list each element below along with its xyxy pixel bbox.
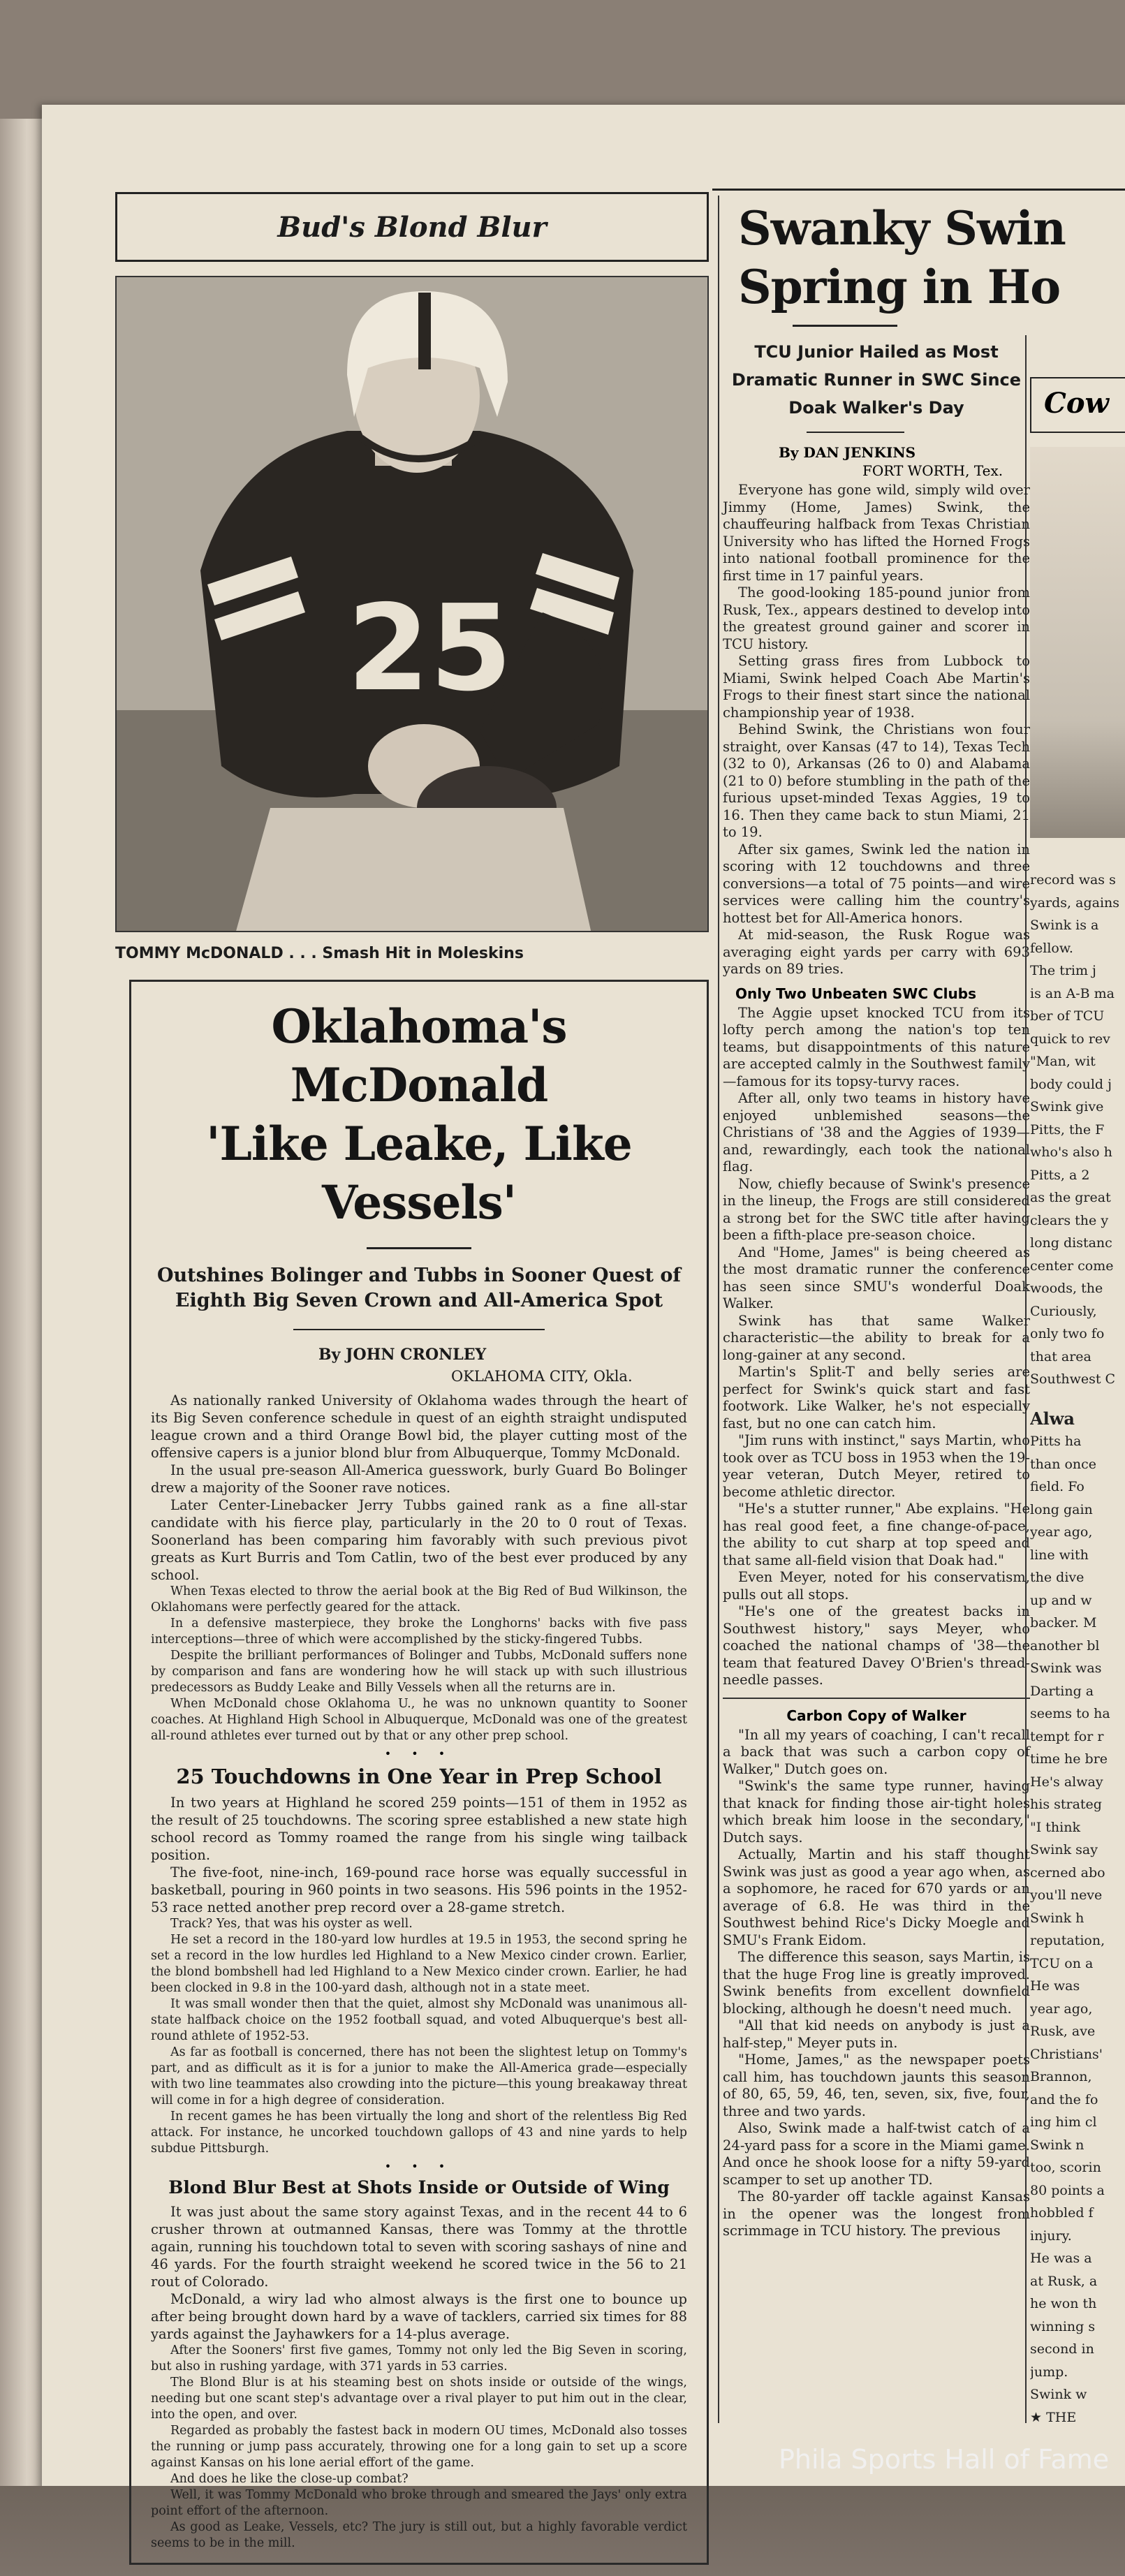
- right-text-line: Rusk, ave: [1030, 2024, 1096, 2039]
- headline-line-1: Swanky Swin: [738, 201, 1066, 256]
- right-text-line: long gain: [1030, 1501, 1093, 1517]
- paragraph: The Blond Blur is at his steaming best on shots inside or outside of the wings, needing but one scant step's advantage over a rival player to put him out in the clear, into the open, and over.: [151, 2376, 687, 2422]
- right-text-lines: [1030, 871, 1125, 2426]
- paragraph: In the usual pre-season All-America guesswork, burly Guard Bo Bolinger drew a majority of the Sooner rave notices.: [151, 1462, 687, 1496]
- right-text-line: Pitts, a 2: [1030, 1167, 1090, 1183]
- right-text-line: and the fo: [1030, 2091, 1098, 2107]
- paragraph: The difference this season, says Martin, is that the huge Frog line is greatly improved. Swink benefits from excellent downfield blocking, although he doesn't need much.: [723, 1949, 1030, 2017]
- right-text-line: time he bre: [1030, 1751, 1108, 1767]
- right-text-line: up and w: [1030, 1592, 1092, 1608]
- right-text-line: Christians': [1030, 2046, 1103, 2062]
- dateline: OKLAHOMA CITY, Okla.: [451, 1368, 633, 1385]
- paragraph: As good as Leake, Vessels, etc? The jury is still out, but a highly favorable verdict seems to be in the mill.: [151, 2520, 687, 2550]
- paragraph: Actually, Martin and his staff thought Swink was just as good a year ago when, as a sophomore, he raced for 670 yards or an average of 6.8. He was third in the Southwest behind Rice's Dicky Moegle and SMU's Frank Eidom.: [723, 1846, 1030, 1948]
- paragraph: And "Home, James" is being cheered as the most dramatic runner the conference has seen since SMU's wonderful Doak Walker.: [723, 1244, 1030, 1311]
- right-text-line: field. Fo: [1030, 1479, 1084, 1494]
- paragraph: Setting grass fires from Lubbock to Miami, Swink helped Coach Abe Martin's Frogs to their finest start since the national championship year of 1938.: [723, 653, 1030, 721]
- paragraph: The good-looking 185-pound junior from Rusk, Tex., appears destined to develop into the greatest ground gainer and scorer in TCU history.: [723, 584, 1030, 652]
- paragraph: In two years at Highland he scored 259 points—151 of them in 1952 as the result of 25 touchdowns. The scoring spree established a new state high school record as Tommy roamed the range from his single wing tailback position.: [151, 1795, 687, 1863]
- right-text-line: you'll neve: [1030, 1887, 1103, 1903]
- paragraph: When McDonald chose Oklahoma U., he was no unknown quantity to Sooner coaches. At Highland High School in Albuquerque, McDonald was one of the greatest all-round athletes ever turned out by that or any other prep school.: [151, 1697, 687, 1743]
- paragraph: Behind Swink, the Christians won four straight, over Kansas (47 to 14), Texas Tech (32 to 0), Arkansas (26 to 0) and Alabama (21 to 0) before stumbling in the path of the furious upset-minded Texas Aggies, 19 to 16. Then they came back to stun Miami, 21 to 19.: [723, 721, 1030, 840]
- right-text-line: He was a: [1030, 2251, 1092, 2266]
- paragraph: The Aggie upset knocked TCU from its lofty perch among the nation's top ten teams, but disappointments of this nature are accepted calmly in the Southwest family—famous for its topsy-turvy races.: [723, 1004, 1030, 1089]
- right-text-line: the dive: [1030, 1570, 1084, 1585]
- paragraph: The 80-yarder off tackle against Kansas in the opener was the longest from scrimmage in TCU history. The previous: [723, 2188, 1030, 2239]
- paragraph: After the Sooners' first five games, Tommy not only led the Big Seven in scoring, but also in rushing yardage, with 371 yards in 53 carries.: [151, 2343, 687, 2373]
- paragraph: Everyone has gone wild, simply wild over Jimmy (Home, James) Swink, the chauffeuring halfback from Texas Christian University who has lifted the Horned Frogs into national football prominence for the first time in 17 painful years.: [723, 482, 1030, 584]
- subhead: 25 Touchdowns in One Year in Prep School: [176, 1765, 662, 1788]
- right-text-line: fellow.: [1030, 940, 1073, 956]
- right-text-line: that area: [1030, 1348, 1091, 1364]
- paragraph: And does he like the close-up combat?: [170, 2472, 409, 2486]
- headline-line-2: 'Like Leake, Like Vessels': [206, 1117, 632, 1230]
- right-text-line: record was s: [1030, 872, 1116, 888]
- right-text-line: at Rusk, a: [1030, 2273, 1098, 2289]
- subhead: Carbon Copy of Walker: [786, 1707, 966, 1724]
- right-text-line: yards, agains: [1030, 895, 1120, 911]
- right-text-line: seems to ha: [1030, 1706, 1110, 1721]
- right-text-line: as the great: [1030, 1190, 1111, 1205]
- right-text-line: Alwa: [1030, 1408, 1075, 1429]
- paragraph: As far as football is concerned, there has not been the slightest letup on Tommy's part, and as difficult as it is for a junior to make the All-America grade—especially with two line teammates also crowding into the picture—this young breakaway threat will come in for a high degree of consideration.: [151, 2045, 687, 2107]
- paragraph: It was small wonder then that the quiet, almost shy McDonald was unanimous all-state halfback choice on the 1952 football squad, and voted Albuquerque's best all-round athlete of 1952-53.: [151, 1997, 687, 2043]
- right-text-line: "Man, wit: [1030, 1054, 1096, 1069]
- byline: By DAN JENKINS: [779, 444, 916, 461]
- right-text-line: He's alway: [1030, 1774, 1103, 1790]
- right-text-line: long distanc: [1030, 1235, 1112, 1251]
- column-rule: [718, 196, 719, 2423]
- story-body-part-2: [723, 1005, 1030, 1689]
- right-text-line: Swink is a: [1030, 918, 1099, 933]
- right-text-line: Pitts, the F: [1030, 1121, 1105, 1138]
- right-text-line: reputation,: [1030, 1933, 1105, 1948]
- story-deck: Outshines Bolinger and Tubbs in Sooner Quest of Eighth Big Seven Crown and All-America Spot: [156, 1265, 682, 1311]
- right-text-line: Swink say: [1030, 1842, 1098, 1857]
- right-text-line: injury.: [1030, 2228, 1072, 2244]
- story-body-part-3: [723, 1727, 1030, 2240]
- right-text-line: he won th: [1030, 2296, 1097, 2311]
- player-photo-illustration: [117, 277, 709, 932]
- right-text-line: only two fo: [1030, 1326, 1105, 1341]
- right-text-line: Swink give: [1030, 1099, 1104, 1114]
- mcdonald-story: [129, 980, 709, 2565]
- right-photo: [1030, 447, 1125, 838]
- story-headline: [151, 997, 687, 1232]
- right-photo-area: [1030, 447, 1125, 866]
- paragraph: Well, it was Tommy McDonald who broke through and smeared the Jays' only extra point effort of the afternoon.: [151, 2488, 687, 2518]
- right-text-line: Southwest C: [1030, 1371, 1116, 1387]
- dateline: FORT WORTH, Tex.: [862, 462, 1003, 479]
- right-text-line: too, scorin: [1030, 2160, 1101, 2175]
- right-text-line: Swink was: [1030, 1661, 1102, 1676]
- watermark: Phila Sports Hall of Fame: [779, 2444, 1110, 2475]
- right-column-cropped: [1030, 377, 1125, 2426]
- right-text-line: year ago,: [1030, 2001, 1093, 2017]
- subhead: Blond Blur Best at Shots Inside or Outside of Wing: [168, 2177, 670, 2198]
- right-text-line: center come: [1030, 1258, 1114, 1274]
- subhead: Only Two Unbeaten SWC Clubs: [735, 985, 976, 1002]
- paragraph: It was just about the same story against Texas, and in the recent 44 to 6 crusher thrown at outmanned Kansas, there was Tommy at the throttle again, running his touchdown total to seven with scoring sashays of nine and 46 yards. For the fourth straight weekend he scored twice in the 56 to 21 rout of Colorado.: [151, 2204, 687, 2290]
- photo-title-box: Bud's Blond Blur: [115, 192, 709, 262]
- right-text-line: Swink n: [1030, 2137, 1084, 2153]
- story-body-part-2: [151, 1794, 687, 2157]
- left-column: [115, 192, 709, 2550]
- right-text-line: Swink w: [1030, 2387, 1087, 2402]
- right-text-line: [1030, 1394, 1125, 1401]
- right-text-line: winning s: [1030, 2318, 1096, 2334]
- player-photo: [115, 276, 709, 932]
- right-text-line: Darting a: [1030, 1683, 1094, 1699]
- deck-rule: [807, 432, 904, 433]
- right-text-line: second in: [1030, 2341, 1094, 2357]
- paragraph: "He's one of the greatest backs in Southwest history," says Meyer, who coached the national champs of '38—the team that featured Davey O'Brien's thread-needle passes.: [723, 1603, 1030, 1688]
- section-divider: [723, 1698, 1030, 1699]
- right-text-line: than once: [1030, 1456, 1097, 1472]
- paragraph: "All that kid needs on anybody is just a half-step," Meyer puts in.: [723, 2017, 1030, 2051]
- jersey-number: 25: [347, 580, 513, 718]
- paragraph: After all, only two teams in history have enjoyed unblemished seasons—the Christians of '38 and the Aggies of 1939—and, rewardingly, each took the national flag.: [723, 1090, 1030, 1175]
- paragraph: "In all my years of coaching, I can't recall a back that was such a carbon copy of Walker," Dutch goes on.: [723, 1726, 1030, 1777]
- paragraph: As nationally ranked University of Oklahoma wades through the heart of its Big Seven conference schedule in quest of an eighth straight undisputed league crown and a third Orange Bowl bid, the player cutting most of the offensive capers is a junior blond blur from Albuquerque, Tommy McDonald.: [151, 1392, 687, 1461]
- story-deck: TCU Junior Hailed as Most Dramatic Runner in SWC Since Doak Walker's Day: [731, 342, 1022, 418]
- right-text-line: year ago,: [1030, 1524, 1093, 1540]
- paragraph: Martin's Split-T and belly series are perfect for Swink's quick start and fast footwork. Like Walker, he's not especially fast, but no one can catch him.: [723, 1364, 1030, 1431]
- right-text-line: cerned abo: [1030, 1864, 1105, 1881]
- story-body-part-3: [151, 2203, 687, 2552]
- right-text-line: body could j: [1030, 1076, 1112, 1092]
- paragraph: Now, chiefly because of Swink's presence in the lineup, the Frogs are still considered a strong bet for the SWC title after having been a fifth-place pre-season choice.: [723, 1175, 1030, 1243]
- paragraph: Despite the brilliant performances of Bolinger and Tubbs, McDonald suffers none by comparison and fans are wondering how he will stack up with such illustrious predecessors as Buddy Leake and Billy Vessels when all the returns are in.: [151, 1649, 687, 1695]
- right-title-box: Cow: [1030, 377, 1125, 433]
- right-text-line: The trim j: [1030, 963, 1096, 978]
- photo-caption: TOMMY McDONALD . . . Smash Hit in Moleskins: [115, 945, 524, 962]
- right-text-line: quick to rev: [1030, 1031, 1110, 1047]
- right-text-line: Brannon,: [1030, 2069, 1092, 2084]
- right-text-line: "I think: [1030, 1819, 1080, 1835]
- paragraph: "He's a stutter runner," Abe explains. "He has real good feet, a fine change-of-pace, the ability to cut sharp at top speed and that same all-field vision that Doak had.": [723, 1501, 1030, 1568]
- right-text-line: ber of TCU: [1030, 1008, 1105, 1024]
- right-text-line: ★ THE: [1030, 2409, 1077, 2425]
- story-body-part-1: [723, 482, 1030, 978]
- byline: By JOHN CRONLEY: [318, 1346, 487, 1364]
- section-stars: • • •: [384, 1747, 454, 1760]
- paragraph: McDonald, a wiry lad who almost always is the first one to bounce up after being brought down hard by a wave of tacklers, carried six times for 88 yards against the Jayhawkers for a 14-plus average.: [151, 2291, 687, 2342]
- paragraph: He set a record in the 180-yard low hurdles at 19.5 in 1953, the second spring he set a record in the low hurdles led Highland to a New Mexico cinder crown. Earlier, the blond bombshell had led Highland to a New Mexico cinder crown. Earlier, he had been clocked in 9.8 in the 100-yard dash, although not in a state meet.: [151, 1933, 687, 1995]
- paragraph: The five-foot, nine-inch, 169-pound race horse was equally successful in basketball, pouring in 960 points in two seasons. His 596 points in the 1952-53 race netted another prep record over a 28-game stretch.: [151, 1864, 687, 1915]
- right-text-line: 80 points a: [1030, 2182, 1105, 2198]
- paragraph: Swink has that same Walker characteristic—the ability to break for a long-gainer at any second.: [723, 1312, 1030, 1363]
- right-text-line: another bl: [1030, 1637, 1100, 1654]
- right-text-line: TCU on a: [1030, 1955, 1094, 1971]
- header-rule: [712, 189, 1125, 191]
- headline-line-2: Spring in Ho: [738, 260, 1061, 314]
- right-text-line: Pitts ha: [1030, 1434, 1082, 1449]
- right-text-line: Swink h: [1030, 1910, 1084, 1926]
- deck-rule: [293, 1329, 545, 1330]
- right-text-line: jump.: [1030, 2364, 1068, 2380]
- headline-line-1: Oklahoma's McDonald: [271, 999, 567, 1112]
- paragraph: Also, Swink made a half-twist catch of a 24-yard pass for a score in the Miami game. And once he shook loose for a nifty 59-yard scamper to set up another TD.: [723, 2120, 1030, 2188]
- right-text-line: clears the y: [1030, 1212, 1109, 1228]
- right-text-line: woods, the: [1030, 1281, 1103, 1296]
- paragraph: After six games, Swink led the nation in scoring with 12 touchdowns and three conversions—a total of 75 points—and wire services were calling him the country's hottest bet for All-America honors.: [723, 841, 1030, 926]
- right-text-line: Curiously,: [1030, 1303, 1097, 1319]
- right-text-line: is an A-B ma: [1030, 985, 1115, 1001]
- paragraph: Even Meyer, noted for his conservatism, pulls out all stops.: [723, 1569, 1030, 1603]
- swink-headline: [738, 199, 1066, 316]
- paragraph: In a defensive masterpiece, they broke the Longhorns' backs with five pass interceptions—three of which were accomplished by the sticky-fingered Tubbs.: [151, 1617, 687, 1647]
- right-text-line: hobbled f: [1030, 2205, 1094, 2221]
- story-body-part-1: [151, 1392, 687, 1744]
- paragraph: At mid-season, the Rusk Rogue was averaging eight yards per carry with 693 yards on 89 tries.: [723, 927, 1030, 977]
- headline-rule: [367, 1247, 471, 1249]
- paragraph: Track? Yes, that was his oyster as well.: [170, 1917, 413, 1931]
- paragraph: When Texas elected to throw the aerial book at the Big Red of Bud Wilkinson, the Oklahomans were perfectly geared for the attack.: [151, 1584, 687, 1614]
- paragraph: Later Center-Linebacker Jerry Tubbs gained rank as a fine all-star candidate with his fierce play, particularly in the 20 to 0 rout of Texas. Soonerland has been comparing him favorably with such previous pivot greats as Kurt Burris and Tom Catlin, two of the best ever produced by any school.: [151, 1497, 687, 1583]
- paragraph: "Home, James," as the newspaper poets call him, has touchdown jaunts this season of 80, 65, 59, 46, ten, seven, six, five, four, three and two yards.: [723, 2052, 1030, 2119]
- paragraph: Regarded as probably the fastest back in modern OU times, McDonald also tosses the running or jump pass accurately, throwing one for a long gain to set up a score against Kansas on his lone aerial effort of the game.: [151, 2424, 687, 2470]
- right-text-line: backer. M: [1030, 1615, 1097, 1631]
- right-text-line: He was: [1030, 1978, 1080, 1994]
- headline-rule: [793, 325, 897, 327]
- paragraph: "Jim runs with instinct," says Martin, who took over as TCU boss in 1953 when the 19-year veteran, Dutch Meyer, retired to become athletic director.: [723, 1432, 1030, 1500]
- paragraph: "Swink's the same type runner, having that knack for finding those air-tight holes which break him loose in the secondary," Dutch says.: [723, 1778, 1030, 1846]
- right-text-line: ing him cl: [1030, 2114, 1097, 2130]
- section-stars: • • •: [384, 2160, 454, 2173]
- right-text-line: tempt for r: [1030, 1728, 1104, 1744]
- right-text-line: his strateg: [1030, 1797, 1102, 1812]
- right-text-line: line with: [1030, 1547, 1089, 1563]
- right-text-line: who's also h: [1030, 1145, 1112, 1160]
- paragraph: In recent games he has been virtually the long and short of the relentless Big Red attack. For instance, he uncorked touchdown gallops of 43 and nine yards to help subdue Pittsburgh.: [151, 2110, 687, 2156]
